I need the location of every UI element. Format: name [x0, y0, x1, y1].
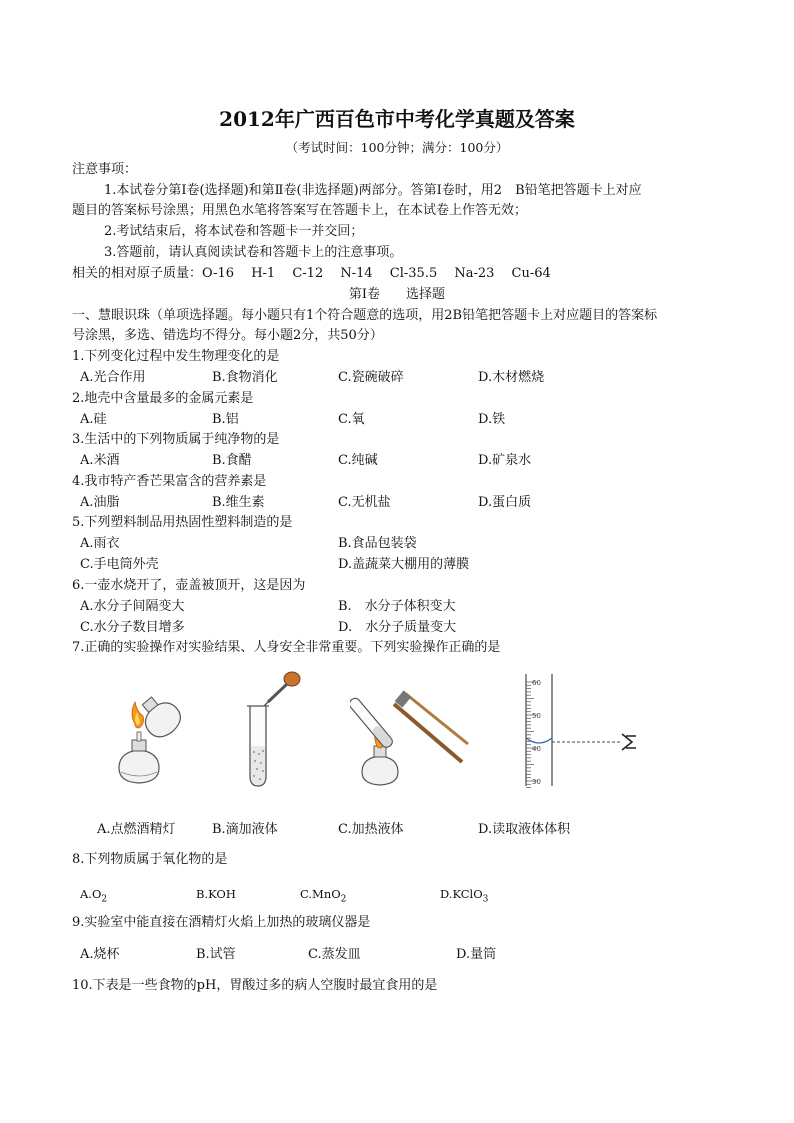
q2-option-c: C.氧: [338, 412, 365, 427]
q9-option-a: A.烧杯: [80, 947, 120, 962]
q1-option-d: D.木材燃烧: [478, 370, 545, 385]
q10-stem: 10.下表是一些食物的pH，胃酸过多的病人空腹时最宜食用的是: [72, 978, 438, 993]
q2-stem: 2.地壳中含量最多的金属元素是: [72, 391, 254, 406]
q9-stem: 9.实验室中能直接在酒精灯火焰上加热的玻璃仪器是: [72, 915, 371, 930]
q5-option-d: D.盖蔬菜大棚用的薄膜: [338, 557, 470, 572]
page-subtitle: （考试时间：100分钟；满分：100分）: [285, 140, 509, 155]
q1-stem: 1.下列变化过程中发生物理变化的是: [72, 349, 280, 364]
q3-stem: 3.生活中的下列物质属于纯净物的是: [72, 432, 280, 447]
q3-option-a: A.米酒: [80, 453, 120, 468]
alcohol-lamp-lighting-figure: [105, 690, 195, 790]
note-3: 3.答题前，请认真阅读试卷和答题卡上的注意事项。: [104, 245, 403, 260]
q7-stem: 7.正确的实验操作对实验结果、人身安全非常重要。下列实验操作正确的是: [72, 640, 501, 655]
q8-option-c: C.MnO$_2$: [300, 887, 347, 905]
cylinder-tick-30: 30: [532, 778, 541, 786]
q9-option-d: D.量筒: [456, 947, 497, 962]
q3-option-d: D.矿泉水: [478, 453, 532, 468]
atomic-masses: 相关的相对原子质量：O-16 H-1 C-12 N-14 Cl-35.5 Na-23 Cu-64: [72, 266, 551, 281]
part1-intro-line-1: 一、慧眼识珠（单项选择题。每小题只有1个符合题意的选项，用2B铅笔把答题卡上对应题目的答案标: [72, 308, 658, 323]
q7-option-b: B.滴加液体: [212, 822, 278, 837]
q2-option-b: B.铝: [212, 412, 239, 427]
dropper-test-tube-figure: [232, 668, 312, 790]
q3-option-b: B.食醋: [212, 453, 252, 468]
part1-heading: 第Ⅰ卷 选择题: [348, 287, 446, 302]
q2-option-d: D.铁: [478, 412, 506, 427]
note-1-line-1: 1.本试卷分第Ⅰ卷(选择题)和第Ⅱ卷(非选择题)两部分。答第Ⅰ卷时，用2 B铅笔把答题卡上对应: [104, 183, 642, 198]
q8-option-b: B.KOH: [196, 887, 236, 901]
q4-option-d: D.蛋白质: [478, 495, 532, 510]
q1-option-c: C.瓷碗破碎: [338, 370, 404, 385]
q8-stem: 8.下列物质属于氧化物的是: [72, 852, 228, 867]
q4-option-b: B.维生素: [212, 495, 265, 510]
q5-stem: 5.下列塑料制品用热固性塑料制造的是: [72, 515, 293, 530]
q2-option-a: A.硅: [80, 412, 107, 427]
cylinder-tick-60: 60: [532, 679, 541, 687]
q6-option-b: B. 水分子体积变大: [338, 599, 456, 614]
q7-option-d: D.读取液体体积: [478, 822, 571, 837]
q7-option-a: A.点燃酒精灯: [97, 822, 176, 837]
cylinder-tick-40: 40: [532, 745, 541, 753]
notes-heading: 注意事项：: [72, 162, 138, 177]
graduated-cylinder-figure: [518, 670, 648, 790]
q8-option-a: $A.O_2$: [80, 887, 108, 905]
q9-option-b: B.试管: [196, 947, 236, 962]
q6-option-a: A.水分子间隔变大: [80, 599, 185, 614]
q5-option-a: A.雨衣: [80, 536, 120, 551]
cylinder-tick-50: 50: [532, 712, 541, 720]
q6-option-d: D. 水分子质量变大: [338, 620, 457, 635]
note-1-line-2: 题目的答案标号涂黑；用黑色水笔将答案写在答题卡上，在本试卷上作答无效；: [72, 203, 528, 218]
q6-stem: 6.一壶水烧开了，壶盖被顶开，这是因为: [72, 578, 306, 593]
q8-option-d: D.KClO$_3$: [440, 887, 489, 905]
q4-option-c: C.无机盐: [338, 495, 391, 510]
q4-option-a: A.油脂: [80, 495, 120, 510]
page-title: 2012年广西百色市中考化学真题及答案: [219, 107, 575, 131]
q4-stem: 4.我市特产香芒果富含的营养素是: [72, 474, 267, 489]
part1-intro-line-2: 号涂黑，多选、错选均不得分。每小题2分，共50分）: [72, 328, 383, 343]
heating-liquid-figure: [350, 680, 470, 792]
note-2: 2.考试结束后，将本试卷和答题卡一并交回；: [104, 224, 364, 239]
q6-option-c: C.水分子数目增多: [80, 620, 185, 635]
q7-option-c: C.加热液体: [338, 822, 404, 837]
q1-option-a: A.光合作用: [80, 370, 146, 385]
q5-option-c: C.手电筒外壳: [80, 557, 159, 572]
q3-option-c: C.纯碱: [338, 453, 378, 468]
q5-option-b: B.食品包装袋: [338, 536, 417, 551]
q1-option-b: B.食物消化: [212, 370, 278, 385]
q9-option-c: C.蒸发皿: [308, 947, 361, 962]
